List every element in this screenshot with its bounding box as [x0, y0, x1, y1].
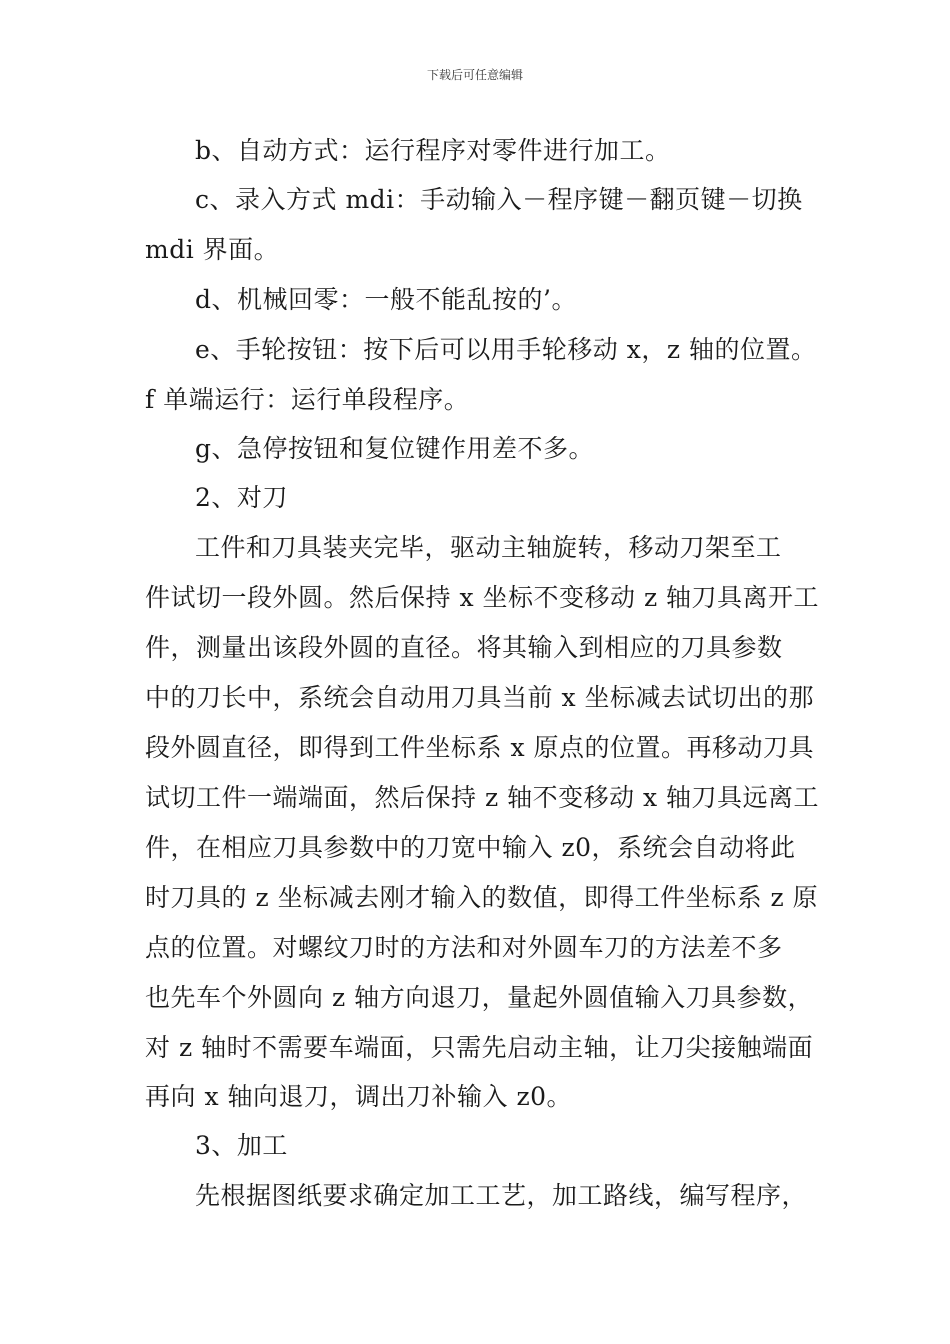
text-line: e、手轮按钮：按下后可以用手轮移动 x，z 轴的位置。: [195, 335, 817, 364]
text-line: 时刀具的 z 坐标减去刚才输入的数值，即得工件坐标系 z 原: [145, 883, 819, 912]
section-heading: 3、加工: [195, 1131, 288, 1160]
text-line: 先根据图纸要求确定加工工艺，加工路线，编写程序，: [195, 1181, 808, 1210]
text-line: 件，在相应刀具参数中的刀宽中输入 z0，系统会自动将此: [145, 833, 796, 862]
text-line: 件试切一段外圆。然后保持 x 坐标不变移动 z 轴刀具离开工: [145, 583, 820, 612]
page-header-note: 下载后可任意编辑: [426, 68, 523, 82]
text-line: b、自动方式：运行程序对零件进行加工。: [195, 136, 671, 165]
text-line: d、机械回零：一般不能乱按的’。: [195, 285, 577, 314]
text-line: 点的位置。对螺纹刀时的方法和对外圆车刀的方法差不多: [145, 933, 783, 962]
text-line: 对 z 轴时不需要车端面，只需先启动主轴，让刀尖接触端面: [145, 1033, 814, 1062]
text-line: 再向 x 轴向退刀，调出刀补输入 z0。: [145, 1082, 573, 1111]
section-heading: 2、对刀: [195, 483, 288, 512]
text-line: 中的刀长中，系统会自动用刀具当前 x 坐标减去试切出的那: [145, 683, 814, 712]
text-line: 件，测量出该段外圆的直径。将其输入到相应的刀具参数: [145, 633, 783, 662]
text-line: 段外圆直径，即得到工件坐标系 x 原点的位置。再移动刀具: [145, 733, 814, 762]
text-line: g、急停按钮和复位键作用差不多。: [195, 434, 595, 463]
text-line: 试切工件一端端面，然后保持 z 轴不变移动 x 轴刀具远离工: [145, 783, 820, 812]
text-line: f 单端运行：运行单段程序。: [145, 385, 470, 414]
text-line: c、录入方式 mdi：手动输入－程序键－翻页键－切换: [195, 185, 803, 214]
text-line: 也先车个外圆向 z 轴方向退刀，量起外圆值输入刀具参数，: [145, 983, 814, 1012]
text-line: 工件和刀具装夹完毕，驱动主轴旋转，移动刀架至工: [195, 533, 782, 562]
text-line: mdi 界面。: [145, 235, 280, 264]
